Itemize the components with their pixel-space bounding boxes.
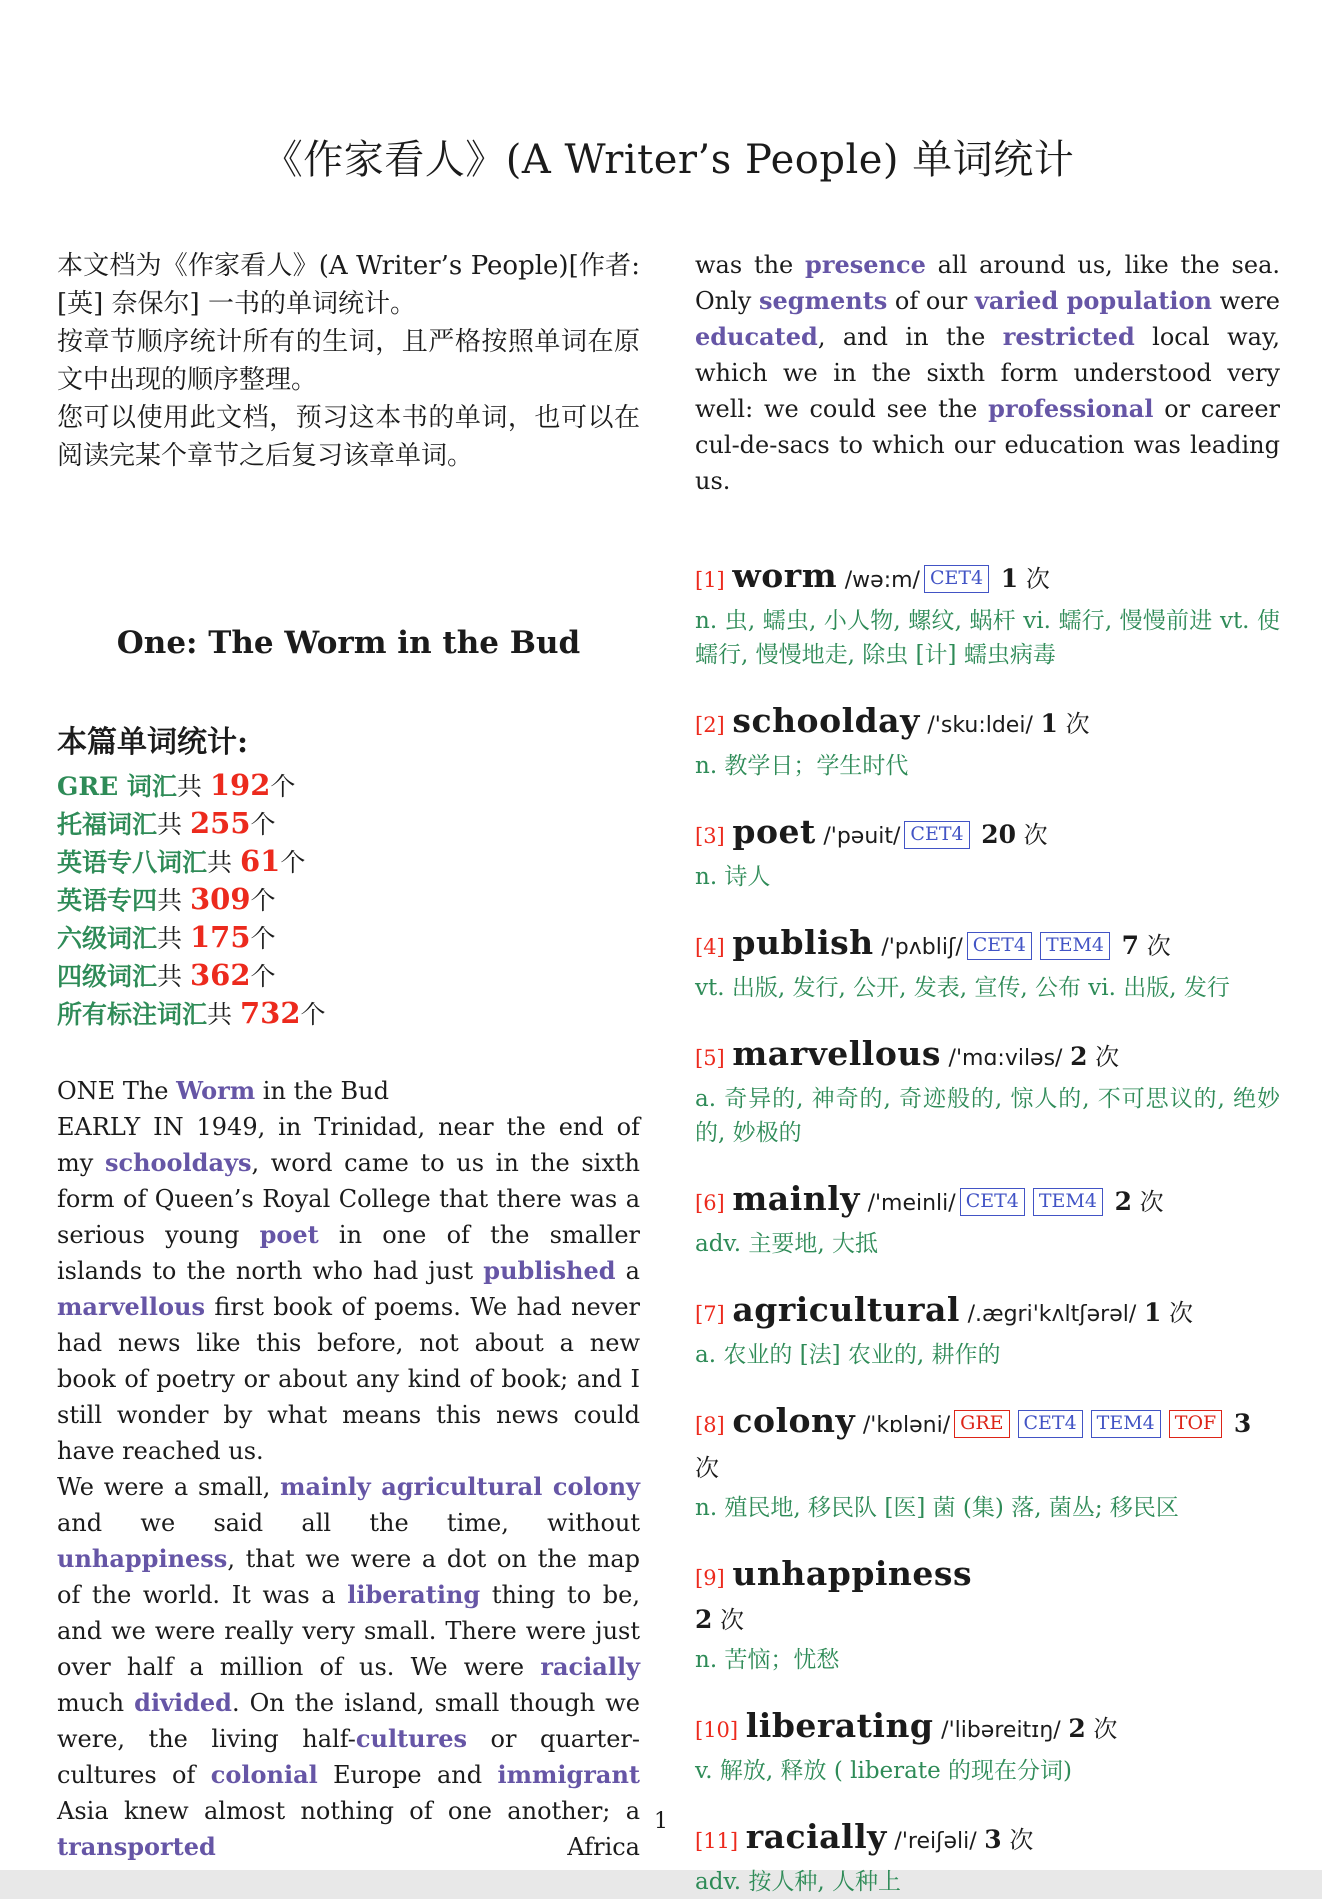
entry-count: 1 <box>1040 709 1058 738</box>
entry-headword: poet <box>732 812 816 851</box>
stat-category-label: 英语专八词汇 <box>57 848 208 877</box>
highlighted-word: poet <box>259 1220 319 1249</box>
stat-category-label: GRE 词汇 <box>57 772 177 801</box>
highlighted-word: liberating <box>347 1580 481 1609</box>
entry-index: [2] <box>695 713 725 737</box>
text-run: were <box>1211 287 1281 315</box>
stat-connector: 共 <box>157 886 190 915</box>
entry-count-unit: 次 <box>1139 1188 1164 1216</box>
entry-definition: adv. 按人种, 人种上 <box>695 1869 901 1895</box>
text-run: local way, which we in the sixth form understood very well: we could see the <box>695 323 1280 423</box>
entry-definition: n. 虫, 蠕虫, 小人物, 螺纹, 蜗杆 vi. 蠕行, 慢慢前进 vt. 使蠕行, 慢慢地走, 除虫 [计] 蠕虫病毒 <box>695 608 1280 668</box>
highlighted-word: mainly agricultural colony <box>280 1472 640 1501</box>
entry-definition: a. 农业的 [法] 农业的, 耕作的 <box>695 1342 1001 1368</box>
entry-headword: racially <box>745 1817 887 1856</box>
stat-connector: 共 <box>157 810 190 839</box>
entry-headword: agricultural <box>732 1290 960 1329</box>
stat-connector: 共 <box>157 924 190 953</box>
entry-count: 2 <box>695 1605 713 1634</box>
entry-count-unit: 次 <box>1093 1715 1118 1743</box>
entry-pronunciation: /'libəreitɪŋ/ <box>941 1718 1061 1743</box>
entry-count-unit: 次 <box>695 1454 719 1482</box>
entry-index: [10] <box>695 1718 739 1742</box>
entry-index: [7] <box>695 1302 725 1326</box>
chapter-heading: One: The Worm in the Bud <box>116 625 581 661</box>
text-run: much <box>57 1689 135 1717</box>
entry-headline <box>695 1553 1280 1641</box>
entry-level-tag: GRE <box>954 1410 1009 1438</box>
stat-connector: 共 <box>207 1000 240 1029</box>
entry-level-tag: TEM4 <box>1040 932 1110 960</box>
text-run: thing to be, and we were really very small. There were just over half a million of us. We were <box>57 1581 640 1681</box>
entry-pronunciation: /'pʌbliʃ/ <box>881 935 963 960</box>
highlighted-word: varied population <box>974 286 1212 315</box>
stat-count: 362 <box>189 958 251 992</box>
highlighted-word: marvellous <box>57 1292 206 1321</box>
text-paragraph <box>57 1073 640 1109</box>
entry-headword: unhappiness <box>732 1554 973 1593</box>
word-entry <box>695 555 1280 672</box>
right-column <box>695 247 1280 1899</box>
stat-category-label: 所有标注词汇 <box>57 1000 208 1029</box>
word-entry <box>695 922 1280 1005</box>
stat-count: 255 <box>189 806 251 840</box>
text-run: Europe and <box>317 1761 498 1789</box>
stat-line <box>57 843 640 881</box>
entry-pronunciation: /'sku:ldei/ <box>927 713 1033 738</box>
text-run: , that we were a dot on the map of the world. It was a <box>57 1545 640 1609</box>
stat-connector: 共 <box>157 962 190 991</box>
entry-level-tag: TOF <box>1169 1410 1222 1438</box>
word-entry <box>695 700 1280 783</box>
entry-index: [9] <box>695 1566 725 1590</box>
entry-count-unit: 次 <box>720 1606 745 1634</box>
word-entry <box>695 1400 1280 1525</box>
stat-category-label: 六级词汇 <box>57 924 158 953</box>
intro-paragraphs <box>57 247 640 475</box>
word-entry <box>695 1705 1280 1788</box>
stat-line <box>57 767 640 805</box>
entry-headword: mainly <box>732 1179 860 1218</box>
stat-unit: 个 <box>250 924 276 953</box>
text-run: or career cul-de-sacs to which our education was leading us. <box>695 395 1280 495</box>
entry-count: 7 <box>1121 931 1140 960</box>
word-entry <box>695 811 1280 894</box>
stat-line <box>57 881 640 919</box>
entry-level-tag: CET4 <box>967 932 1032 960</box>
entry-headline <box>695 922 1280 969</box>
entry-level-tag: CET4 <box>960 1188 1025 1216</box>
entry-count: 3 <box>984 1825 1002 1854</box>
text-run: all around us, like the sea. Only <box>695 251 1280 315</box>
intro-paragraph: 本文档为《作家看人》(A Writer’s People)[作者: [英] 奈保尔] 一书的单词统计。 <box>57 251 640 319</box>
entry-count: 2 <box>1070 1042 1088 1071</box>
stat-line <box>57 957 640 995</box>
entry-definition: n. 殖民地, 移民队 [医] 菌 (集) 落, 菌丛; 移民区 <box>695 1495 1179 1521</box>
stat-unit: 个 <box>280 848 306 877</box>
entry-headword: publish <box>732 923 874 962</box>
stat-line <box>57 805 640 843</box>
text-paragraph <box>57 1109 640 1469</box>
entry-count: 2 <box>1114 1187 1133 1216</box>
entry-headword: worm <box>732 556 838 595</box>
highlighted-word: professional <box>988 394 1154 423</box>
entry-level-tag: CET4 <box>924 565 989 593</box>
entry-headline <box>695 1033 1280 1080</box>
highlighted-word: divided <box>134 1688 232 1717</box>
entry-count: 2 <box>1068 1714 1086 1743</box>
text-paragraph <box>695 247 1280 499</box>
highlighted-word: Worm <box>176 1076 256 1105</box>
text-run: ONE The <box>57 1077 177 1105</box>
chapter-body-continuation <box>695 247 1280 499</box>
text-run: in the Bud <box>255 1077 389 1105</box>
entry-level-tag: CET4 <box>904 821 969 849</box>
entry-definition: n. 教学日；学生时代 <box>695 753 909 779</box>
stats-heading: 本篇单词统计: <box>57 725 249 760</box>
entry-index: [5] <box>695 1046 725 1070</box>
stat-unit: 个 <box>300 1000 326 1029</box>
stats-list <box>57 767 640 1033</box>
entry-headline <box>695 555 1280 602</box>
text-run: Africa <box>215 1833 640 1861</box>
entry-level-tag: TEM4 <box>1033 1188 1103 1216</box>
entry-pronunciation: /'reiʃəli/ <box>894 1829 977 1854</box>
entry-pronunciation: /'pəuit/ <box>823 824 901 849</box>
text-run: and we said all the time, without <box>57 1509 640 1537</box>
stat-line <box>57 919 640 957</box>
text-run: of our <box>887 287 975 315</box>
word-entry-list <box>695 555 1280 1899</box>
text-run: We were a small, <box>57 1473 281 1501</box>
entry-headword: schoolday <box>732 701 920 740</box>
entry-headline <box>695 1289 1280 1336</box>
stat-unit: 个 <box>270 772 296 801</box>
stat-count: 732 <box>239 996 301 1030</box>
entry-headword: marvellous <box>732 1034 941 1073</box>
entry-definition: vt. 出版, 发行, 公开, 发表, 宣传, 公布 vi. 出版, 发行 <box>695 975 1230 1001</box>
entry-count-unit: 次 <box>1025 565 1050 593</box>
entry-definition: n. 苦恼；忧愁 <box>695 1647 840 1673</box>
highlighted-word: cultures <box>355 1724 468 1753</box>
text-run: a <box>615 1257 640 1285</box>
highlighted-word: schooldays <box>104 1148 252 1177</box>
stat-category-label: 四级词汇 <box>57 962 158 991</box>
stat-connector: 共 <box>207 848 240 877</box>
page-title: 《作家看人》(A Writer’s People) 单词统计 <box>262 137 1075 183</box>
stat-unit: 个 <box>250 810 276 839</box>
entry-pronunciation: /'meinli/ <box>867 1191 956 1216</box>
word-entry <box>695 1178 1280 1261</box>
entry-headword: colony <box>732 1401 856 1440</box>
intro-paragraph: 按章节顺序统计所有的生词，且严格按照单词在原文中出现的顺序整理。 <box>57 327 640 395</box>
entry-count-unit: 次 <box>1009 1826 1034 1854</box>
entry-pronunciation: /.ægri'kʌltʃərəl/ <box>967 1302 1137 1327</box>
text-run: Asia knew almost nothing of one another; a <box>57 1797 640 1825</box>
entry-headword: liberating <box>745 1706 934 1745</box>
two-column-layout <box>57 247 1280 1899</box>
text-run: , and in the <box>817 323 1003 351</box>
text-run: EARLY IN 1949, in Trinidad, near the end of my <box>57 1113 640 1177</box>
highlighted-word: published <box>483 1256 616 1285</box>
entry-pronunciation: /'kɒləni/ <box>862 1413 951 1438</box>
entry-headline <box>695 700 1280 747</box>
stat-line <box>57 995 640 1033</box>
highlighted-word: segments <box>759 286 888 315</box>
stat-count: 175 <box>189 920 251 954</box>
intro-paragraph: 您可以使用此文档，预习这本书的单词，也可以在阅读完某个章节之后复习该章单词。 <box>57 403 640 471</box>
entry-pronunciation: /'mɑ:viləs/ <box>948 1046 1063 1071</box>
word-entry <box>695 1289 1280 1372</box>
entry-count: 1 <box>1000 564 1019 593</box>
entry-count: 1 <box>1143 1298 1162 1327</box>
stat-connector: 共 <box>176 772 210 801</box>
highlighted-word: educated <box>695 322 818 351</box>
entry-headline <box>695 1705 1280 1752</box>
chapter-body-text <box>57 1073 640 1865</box>
entry-pronunciation: /wə:m/ <box>844 568 920 593</box>
entry-count: 3 <box>1233 1409 1252 1438</box>
stat-count: 61 <box>239 844 281 878</box>
entry-definition: n. 诗人 <box>695 864 771 890</box>
stat-unit: 个 <box>250 886 276 915</box>
page-number: 1 <box>654 1809 668 1834</box>
text-run: was the <box>695 251 806 279</box>
text-run: , word came to us in the sixth form of Queen’s Royal College that there was a serious young <box>57 1149 640 1249</box>
text-run: or quarter-cultures of <box>57 1725 640 1789</box>
word-entry <box>695 1553 1280 1677</box>
highlighted-word: transported <box>57 1832 216 1861</box>
entry-count-unit: 次 <box>1095 1043 1120 1071</box>
highlighted-word: colonial <box>210 1760 318 1789</box>
stat-unit: 个 <box>250 962 276 991</box>
highlighted-word: presence <box>805 250 926 279</box>
entry-level-tag: CET4 <box>1018 1410 1083 1438</box>
stat-category-label: 英语专四 <box>57 886 158 915</box>
text-run: first book of poems. We had never had news like this before, not about a new book of poetry or about any kind of book; and I still wonder by what means this news could have reached us. <box>57 1293 640 1465</box>
entry-count-unit: 次 <box>1023 821 1048 849</box>
highlighted-word: racially <box>540 1652 640 1681</box>
stat-count: 192 <box>209 768 271 802</box>
left-column <box>57 247 640 1899</box>
text-run: in one of the smaller islands to the north who had just <box>57 1221 641 1285</box>
entry-count-unit: 次 <box>1146 932 1171 960</box>
entry-index: [11] <box>695 1829 739 1853</box>
entry-headline <box>695 811 1280 858</box>
entry-count-unit: 次 <box>1065 710 1090 738</box>
entry-definition: adv. 主要地, 大抵 <box>695 1231 878 1257</box>
entry-count-unit: 次 <box>1168 1299 1193 1327</box>
highlighted-word: restricted <box>1002 322 1135 351</box>
entry-definition: v. 解放, 释放 ( liberate 的现在分词) <box>695 1758 1072 1784</box>
entry-headline <box>695 1400 1280 1489</box>
entry-index: [6] <box>695 1191 725 1215</box>
entry-definition: a. 奇异的, 神奇的, 奇迹般的, 惊人的, 不可思议的, 绝妙的, 妙极的 <box>695 1086 1280 1146</box>
entry-index: [4] <box>695 935 725 959</box>
entry-level-tag: TEM4 <box>1091 1410 1161 1438</box>
text-paragraph <box>57 1469 640 1865</box>
entry-index: [1] <box>695 568 725 592</box>
entry-count: 20 <box>981 820 1017 849</box>
stat-count: 309 <box>189 882 251 916</box>
text-run: . On the island, small though we were, the living half- <box>57 1689 640 1753</box>
stat-category-label: 托福词汇 <box>57 810 158 839</box>
word-entry <box>695 1033 1280 1150</box>
entry-index: [8] <box>695 1413 725 1437</box>
entry-headline <box>695 1178 1280 1225</box>
highlighted-word: immigrant <box>497 1760 640 1789</box>
highlighted-word: unhappiness <box>57 1544 228 1573</box>
entry-index: [3] <box>695 824 725 848</box>
